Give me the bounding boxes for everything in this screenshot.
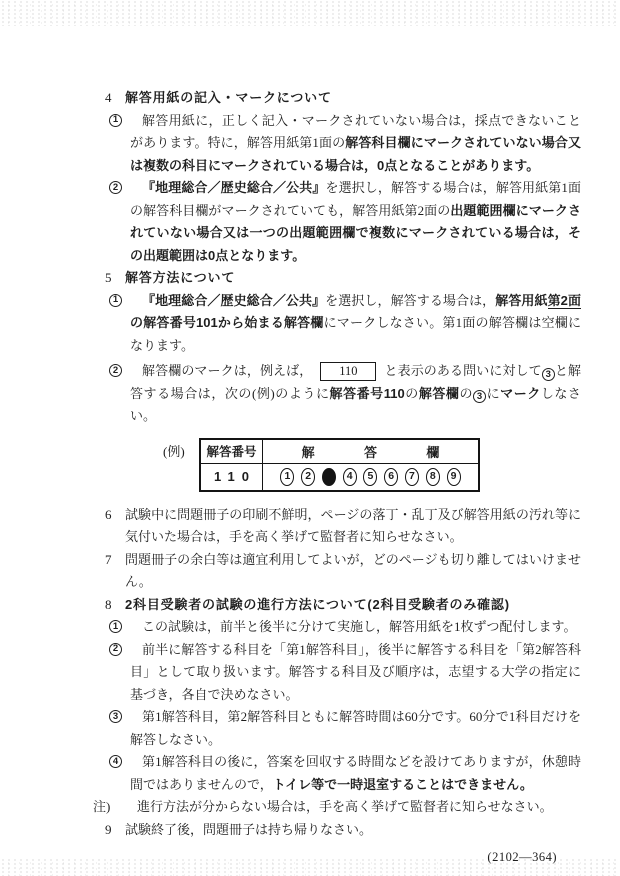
item-text: と表示のある問いに対して [384,363,542,378]
section-6 [105,504,581,549]
item-text-bold: 解答欄 [418,385,460,401]
item-text: にマークしなさい。第1面の解答欄は空欄になります。 [130,315,581,353]
circled-number-icon: 2 [109,181,122,194]
item-text-bold: 解答番号110 [329,385,405,401]
section-text: 試験中に問題冊子の印刷不鮮明，ページの落丁・乱丁及び解答用紙の汚れ等に気付いた場合は，手を高く挙げて監督者に知らせなさい。 [125,506,581,544]
note-text: 進行方法が分からない場合は，手を高く挙げて監督者に知らせなさい。 [137,799,553,814]
circled-number-icon: 1 [109,620,122,633]
section-7 [105,549,581,594]
section-8-note [93,796,581,819]
section-8-item-3 [105,706,581,751]
item-text-bold-underline: 第2面 [547,292,581,308]
mark-bubble-6: 6 [384,468,398,486]
mark-bubble-5: 5 [363,468,377,486]
item-text-bold: の解答番号101から始まる解答欄 [130,315,324,330]
section-title: 解答方法について [125,270,236,285]
mark-bubble-3-filled: 3 [322,468,336,486]
item-text: の [404,385,419,401]
item-text: 解答用紙に，正しく記入・マークされていない場合は，採点できないことがあります。特に，解答用紙第1面の [130,112,581,150]
item-text: を選択し，解答する場合は，解答用紙第1面の解答科目欄がマークされていても，解答用紙第2面の [130,180,581,218]
section-4-item-1 [105,110,581,178]
section-number: 4 [105,90,112,105]
circled-number-icon: 3 [109,710,122,723]
item-text: 第1解答科目，第2解答科目ともに解答時間は60分です。60分で1科目だけを解答しなさい。 [130,709,581,747]
section-5-item-2 [105,360,581,428]
instructions-body [93,87,581,869]
section-4-heading [105,87,581,110]
section-title: 2科目受験者の試験の進行方法について(2科目受験者のみ確認) [125,596,510,612]
item-text: と解答する場合は，次の(例)のように [130,363,581,401]
section-number: 8 [105,596,112,612]
section-number: 7 [105,551,112,567]
section-text: 問題冊子の余白等は適宜利用してよいが，どのページも切り離してはいけません。 [125,551,581,589]
note-marker: 注) [93,799,111,814]
item-text: の [459,385,474,401]
mark-bubble-9: 9 [447,468,461,486]
circled-digit-3-icon: 3 [542,368,555,381]
item-text: この試験は，前半と後半に分けて実施し，解答用紙を1枚ずつ配付します。 [142,619,577,634]
section-number: 5 [105,270,112,285]
item-text: 第1解答科目の後に，答案を回収する時間などを設けてありますが，休憩時間ではありませんので， [130,754,581,792]
page-code: (2102—364) [487,850,557,864]
section-8-item-1 [105,616,581,639]
item-text: しなさい。 [130,385,581,423]
circled-digit-3-icon: 3 [473,390,486,403]
mark-bubble-8: 8 [426,468,440,486]
item-text: 前半に解答する科目を「第1解答科目」，後半に解答する科目を「第2解答科目」として取り扱います。解答する科目及び順序は，志望する大学の指定に基づき，各自で決めなさい。 [130,641,581,702]
section-5-item-1 [105,290,581,358]
circled-number-icon: 1 [109,294,122,307]
item-text: を選択し，解答する場合は， [325,292,496,308]
item-text: に [486,385,501,401]
item-text-bold: 解答科目欄にマークされていない場合又は複数の科目にマークされている場合は，0点となることがあります。 [130,135,581,173]
section-number: 9 [105,821,112,837]
header-char: 答 [363,444,377,460]
answer-number-box: 110 [320,362,376,381]
item-text: 解答欄のマークは，例えば， [142,363,313,378]
example-label: (例) [163,443,185,459]
item-text-bold: 『地理総合／歴史総合／公共』 [142,180,326,195]
mark-bubble-2: 2 [301,468,315,486]
section-number: 6 [105,506,112,522]
circled-number-icon: 2 [109,364,122,377]
mark-bubbles-cell [263,464,478,490]
section-4-item-2 [105,177,581,267]
section-9 [105,819,581,842]
section-text: 試験終了後，問題冊子は持ち帰りなさい。 [125,821,373,837]
answer-number-cell: 110 [201,464,263,490]
item-text-bold: マーク [500,385,541,401]
scan-noise-top [0,0,620,26]
answer-number-header-cell: 解答番号 [201,440,263,463]
answer-example-table [199,438,480,492]
section-8-item-2 [105,639,581,707]
item-text-bold: 解答用紙 [495,292,548,308]
section-8-item-4 [105,751,581,796]
item-text-bold: トイレ等で一時退室することはできません。 [272,776,533,792]
item-text-bold: 『地理総合／歴史総合／公共』 [142,292,326,308]
mark-bubble-4: 4 [343,468,357,486]
header-char: 解 [301,444,315,460]
section-8-heading [105,594,581,617]
mark-example-block [105,438,581,492]
header-char: 欄 [426,444,440,460]
section-5-heading [105,267,581,290]
circled-number-icon: 4 [109,755,122,768]
mark-bubble-7: 7 [405,468,419,486]
answer-column-header-cell [263,440,478,463]
table-header-row [201,440,478,463]
table-data-row [201,463,478,490]
item-text-bold: 出題範囲欄にマークされていない場合又は一つの出題範囲欄で複数にマークされている場合は，その出題範囲は0点となります。 [130,202,581,263]
mark-bubble-1: 1 [280,468,294,486]
circled-number-icon: 1 [109,114,122,127]
section-title: 解答用紙の記入・マークについて [125,90,332,105]
circled-number-icon: 2 [109,643,122,656]
